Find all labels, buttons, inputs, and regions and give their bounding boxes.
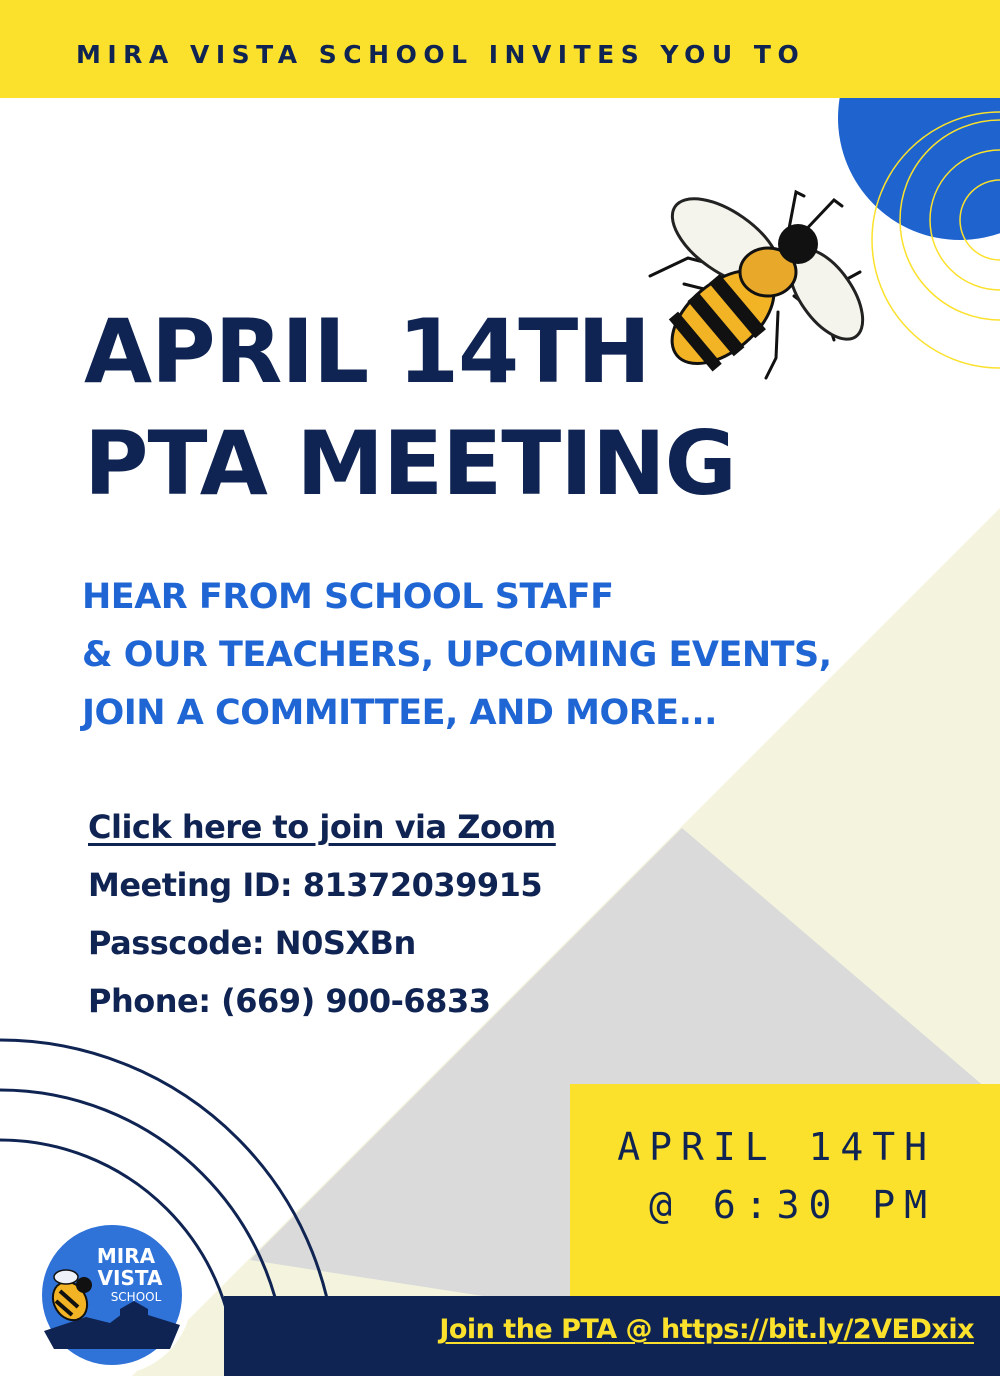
bee-icon — [628, 172, 878, 412]
phone-number: Phone: (669) 900-6833 — [88, 982, 491, 1020]
time-line: @ 6:30 PM — [649, 1183, 936, 1227]
logo-text-school: SCHOOL — [110, 1290, 162, 1304]
date-line: APRIL 14TH — [617, 1125, 936, 1169]
school-logo-icon — [30, 1213, 194, 1377]
join-pta-link[interactable]: Join the PTA @ https://bit.ly/2VEDxix — [439, 1314, 974, 1345]
meeting-id: Meeting ID: 81372039915 — [88, 866, 543, 904]
date-time — [570, 1118, 936, 1234]
title-line-2: PTA MEETING — [84, 412, 736, 515]
invite-heading: MIRA VISTA SCHOOL INVITES YOU TO — [76, 40, 806, 69]
passcode: Passcode: N0SXBn — [88, 924, 416, 962]
logo-text-mira: MIRA — [96, 1244, 156, 1268]
subtitle-line-1: HEAR FROM SCHOOL STAFF — [82, 577, 614, 617]
subtitle-line-2: & OUR TEACHERS, UPCOMING EVENTS, — [82, 635, 832, 675]
subtitle-line-3: JOIN A COMMITTEE, AND MORE... — [82, 693, 717, 733]
subtitle — [82, 568, 832, 742]
meeting-info — [88, 798, 556, 1030]
logo-text-vista: VISTA — [97, 1266, 163, 1290]
zoom-join-link[interactable]: Click here to join via Zoom — [88, 808, 556, 846]
title-line-1: APRIL 14TH — [84, 300, 650, 403]
